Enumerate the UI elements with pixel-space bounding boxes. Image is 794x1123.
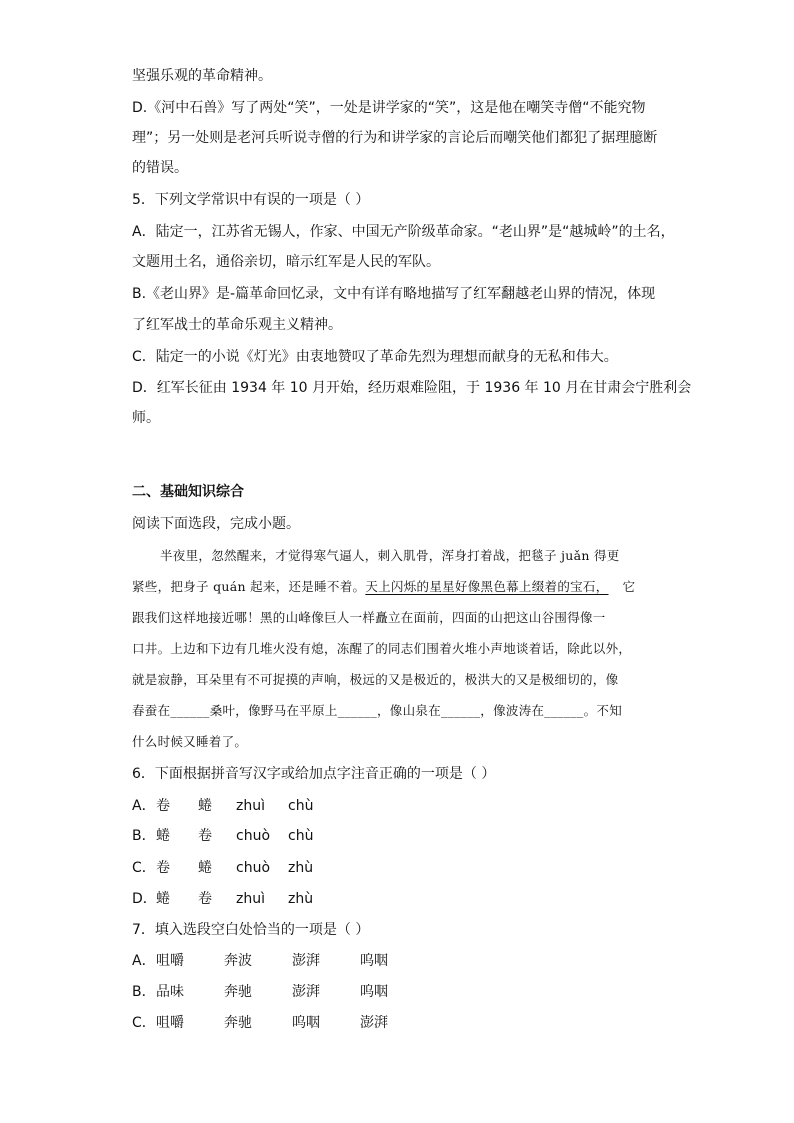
option-cell: 呜咽: [292, 1015, 320, 1031]
q5-option-d-line1: D．红军长征由 1934 年 10 月开始，经历艰难险阻，于 1936 年 10 月在甘肃会宁胜利会: [132, 380, 692, 396]
option-cell: 澎湃: [292, 953, 320, 969]
option-cell: 卷: [156, 860, 170, 876]
q5-option-b-line1: B.《老山界》是-篇革命回忆录，文中有详有略地描写了红军翻越老山界的情况，体现: [132, 286, 656, 302]
q7-stem: 7．填入选段空白处恰当的一项是（ ）: [132, 922, 370, 938]
option-cell: 卷: [198, 891, 212, 907]
section-heading: 二、基础知识综合: [132, 484, 244, 500]
q4-option-d-line3: 的错误。: [132, 160, 188, 176]
option-cell: 咀嚼: [156, 953, 184, 969]
option-cell: chù: [288, 828, 314, 844]
option-cell: 蜷: [156, 828, 170, 844]
option-cell: 呜咽: [360, 953, 388, 969]
option-label: C．: [132, 1015, 156, 1031]
passage-line2: [132, 577, 635, 597]
option-cell: 蜷: [156, 891, 170, 907]
option-cell: 品味: [156, 984, 184, 1000]
q5-option-c: C．陆定一的小说《灯光》由衷地赞叹了革命先烈为理想而献身的无私和伟大。: [132, 349, 618, 365]
option-cell: 咀嚼: [156, 1015, 184, 1031]
option-label: A．: [132, 953, 156, 969]
option-cell: 蜷: [198, 860, 212, 876]
option-cell: 呜咽: [360, 984, 388, 1000]
option-cell: 蜷: [198, 798, 212, 814]
option-label: A．: [132, 798, 156, 814]
option-cell: 卷: [156, 798, 170, 814]
option-cell: 澎湃: [360, 1015, 388, 1031]
option-label: D．: [132, 891, 157, 907]
option-cell: zhuì: [236, 891, 265, 907]
q5-option-b-line2: 了红军战士的革命乐观主义精神。: [132, 317, 342, 333]
q4-c-tail: 坚强乐观的革命精神。: [132, 68, 272, 84]
q5-option-a-line2: 文题用土名，通俗亲切，暗示红军是人民的军队。: [132, 254, 440, 270]
option-cell: zhù: [288, 891, 314, 907]
passage-line6: 春蚕在______桑叶，像野马在平原上______，像山泉在______，像波涛在______。不知: [132, 703, 623, 718]
q5-option-a-line1: A．陆定一，江苏省无锡人，作家、中国无产阶级革命家。“老山界”是“越城岭”的土名，: [132, 224, 675, 240]
option-cell: 奔驰: [224, 984, 252, 1000]
underlined-sentence: 天上闪烁的星星好像黑色幕上缀着的宝石，: [365, 579, 609, 594]
option-cell: 奔驰: [224, 1015, 252, 1031]
passage-line2-start: 紧些，把身子 quán 起来，还是睡不着。: [132, 579, 366, 594]
passage-line2-end: 它: [622, 579, 636, 594]
passage-line1: 半夜里，忽然醒来，才觉得寒气逼人，刺入肌骨，浑身打着战，把毯子 juǎn 得更: [160, 548, 620, 563]
option-cell: 卷: [198, 828, 212, 844]
section-intro: 阅读下面选段，完成小题。: [132, 516, 300, 532]
passage-line7: 什么时候又睡着了。: [132, 734, 248, 749]
q6-stem: 6．下面根据拼音写汉字或给加点字注音正确的一项是（ ）: [132, 766, 496, 782]
passage-line5: 就是寂静，耳朵里有不可捉摸的声响，极远的又是极近的，极洪大的又是极细切的，像: [132, 672, 619, 687]
q5-stem: 5．下列文学常识中有误的一项是（ ）: [132, 192, 370, 208]
option-cell: zhù: [288, 860, 314, 876]
option-label: B．: [132, 984, 156, 1000]
q4-option-d-line2: 理”；另一处则是老河兵听说寺僧的行为和讲学家的言论后而嘲笑他们都犯了据理臆断: [132, 130, 658, 146]
option-label: B．: [132, 828, 156, 844]
q5-option-d-line2: 师。: [132, 410, 160, 426]
option-cell: 澎湃: [292, 984, 320, 1000]
option-cell: 奔波: [224, 953, 252, 969]
option-cell: chù: [288, 798, 314, 814]
option-label: C．: [132, 860, 156, 876]
option-cell: chuò: [236, 860, 271, 876]
q4-option-d-line1: D.《河中石兽》写了两处“笑”，一处是讲学家的“笑”，这是他在嘲笑寺僧“不能究物: [132, 100, 646, 116]
passage-line3: 跟我们这样地接近哪！黑的山峰像巨人一样矗立在面前，四面的山把这山谷围得像一: [132, 610, 606, 625]
option-cell: chuò: [236, 828, 271, 844]
option-cell: zhuì: [236, 798, 265, 814]
passage-line4: 口井。上边和下边有几堆火没有熄，冻醒了的同志们围着火堆小声地谈着话，除此以外，: [132, 641, 632, 656]
